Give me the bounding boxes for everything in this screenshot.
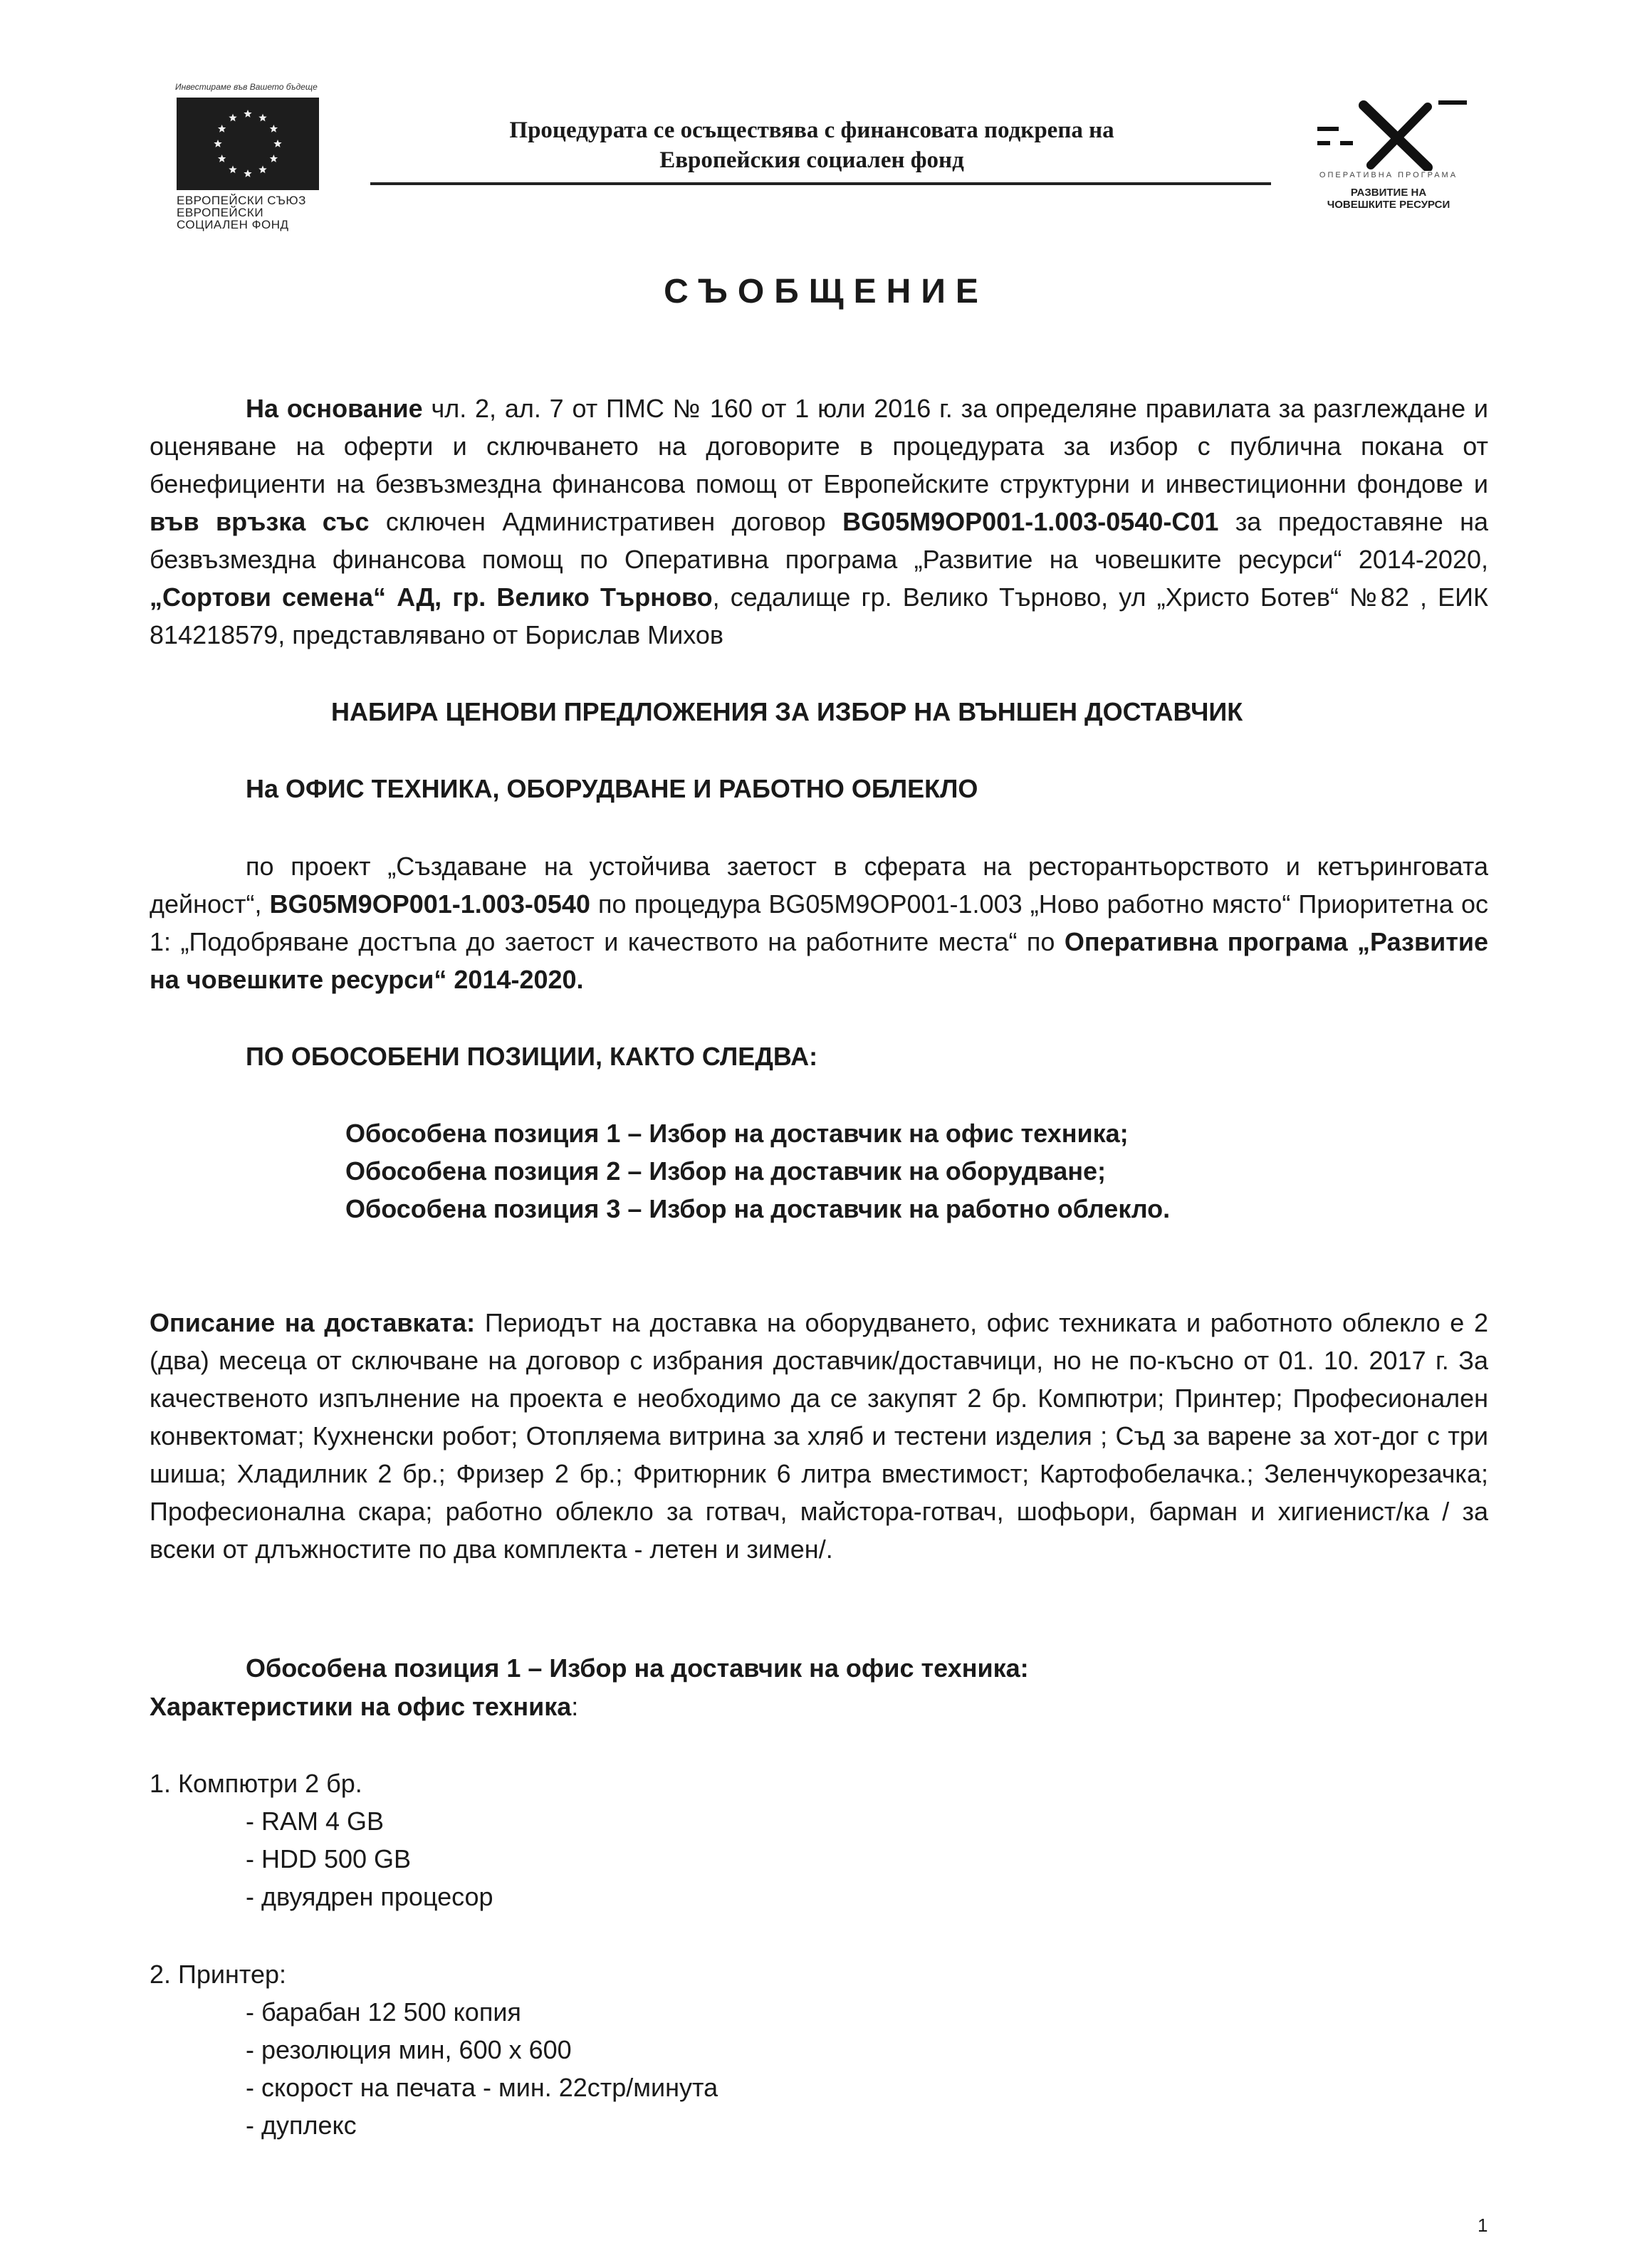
document-title: СЪОБЩЕНИЕ <box>664 273 988 310</box>
item-spec: - резолюция мин, 600 х 600 <box>246 2035 572 2064</box>
eu-star-icon <box>258 165 266 173</box>
eu-star-icon <box>273 140 281 147</box>
funding-statement <box>370 115 1253 175</box>
section-1-title: Обособена позиция 1 – Избор на доставчик на офис техника: <box>246 1653 1029 1683</box>
section-1-subtitle: Характеристики на офис техника: <box>150 1692 579 1721</box>
eu-flag-icon <box>177 98 319 190</box>
position-item: Обособена позиция 1 – Избор на доставчик на офис техника; <box>345 1119 1129 1148</box>
item-spec: - двуядрен процесор <box>246 1882 493 1911</box>
heading-collecting-offers: НАБИРА ЦЕНОВИ ПРЕДЛОЖЕНИЯ ЗА ИЗБОР НА ВЪНШЕН ДОСТАВЧИК <box>331 697 1243 726</box>
op-emblem-icon <box>1296 100 1481 171</box>
item-spec: - RAM 4 GB <box>246 1807 385 1836</box>
eu-star-icon <box>218 125 226 132</box>
eu-star-icon <box>244 169 251 177</box>
eu-star-icon <box>244 110 251 117</box>
position-item: Обособена позиция 3 – Избор на доставчик на работно облекло. <box>345 1194 1171 1223</box>
eu-star-icon <box>214 140 221 147</box>
eu-tagline: Инвестираме във Вашето бъдеще <box>175 82 318 92</box>
eu-star-icon <box>218 155 226 162</box>
header-divider <box>370 182 1271 185</box>
item-title: 1. Компютри 2 бр. <box>150 1769 362 1798</box>
delivery-paragraph: Описание на доставката: Периодът на доставка на оборудването, офис техниката и работното облекло е 2 (два) месеца от сключване на договор с избрания доставчик/доставчици, но не по-късно от 01. 10. 2017 г. За качественото изпълнение на проекта е необходимо да се закупят 2 бр. Компютри; Принтер; Професионален конвектомат; Кухненски робот; Отопляема витрина за хляб и тестени изделия ; Съд за варене за хот-дог с три шиша; Хладилник 2 бр.; Фризер 2 бр.; Фритюрник 6 литра вместимост; Картофобелачка.; Зеленчукорезачка; Професионална скара; работно облекло за готвач, майстора-готвач, шофьори, барман и хигиенист/ка / за всеки от длъжностите по два комплекта - летен и зимен/. <box>150 1308 1488 1564</box>
eu-logo <box>169 82 333 231</box>
heading-positions: ПО ОБОСОБЕНИ ПОЗИЦИИ, КАКТО СЛЕДВА: <box>246 1042 818 1071</box>
eu-star-icon <box>270 155 278 162</box>
page-number: 1 <box>1478 2215 1488 2236</box>
eu-star-icon <box>270 125 278 132</box>
op-small-caption: ОПЕРАТИВНА ПРОГРАМА <box>1319 171 1458 179</box>
eu-star-icon <box>229 165 236 173</box>
op-logo <box>1296 100 1481 228</box>
op-caption: РАЗВИТИЕ НА ЧОВЕШКИТЕ РЕСУРСИ <box>1327 187 1450 211</box>
item-spec: - барабан 12 500 копия <box>246 1997 521 2027</box>
intro-paragraph: На основание чл. 2, ал. 7 от ПМС № 160 от 1 юли 2016 г. за определяне правилата за разглеждане и оценяване на оферти и сключването на договорите в процедурата за избор с публична покана от бенефициенти на безвъзмездна финансова помощ от Европейските структурни и инвестиционни фондове и във връзка със сключен Административен договор BG05M9OP001-1.003-0540-C01 за предоставяне на безвъзмездна финансова помощ по Оперативна програма „Развитие на човешките ресурси“ 2014-2020, „Сортови семена“ АД, гр. Велико Търново, седалище гр. Велико Търново, ул „Христо Ботев“ №82 , ЕИК 814218579, представлявано от Борислав Михов <box>150 394 1489 649</box>
eu-caption: ЕВРОПЕЙСКИ СЪЮЗ ЕВРОПЕЙСКИ СОЦИАЛЕН ФОНД <box>177 194 306 231</box>
item-spec: - дуплекс <box>246 2111 357 2140</box>
item-spec: - скорост на печата - мин. 22стр/минута <box>246 2073 718 2102</box>
funding-line-1: Процедурата се осъществява с финансовата подкрепа на <box>509 117 1114 143</box>
eu-star-icon <box>258 114 266 122</box>
position-item: Обособена позиция 2 – Избор на доставчик на оборудване; <box>345 1156 1107 1186</box>
funding-line-2: Европейския социален фонд <box>659 147 964 173</box>
item-title: 2. Принтер: <box>150 1960 287 1989</box>
heading-subject: На ОФИС ТЕХНИКА, ОБОРУДВАНЕ И РАБОТНО ОБЛЕКЛО <box>246 774 978 803</box>
eu-star-icon <box>229 114 236 122</box>
item-spec: - HDD 500 GB <box>246 1844 412 1873</box>
project-paragraph: по проект „Създаване на устойчива заетост в сферата на ресторантьорството и кетъринговата дейност“, BG05M9OP001-1.003-0540 по процедура BG05M9OP001-1.003 „Ново работно място“ Приоритетна ос 1: „Подобряване достъпа до заетост и качеството на работните места“ по Оперативна програма „Развитие на човешките ресурси“ 2014-2020. <box>150 852 1488 994</box>
